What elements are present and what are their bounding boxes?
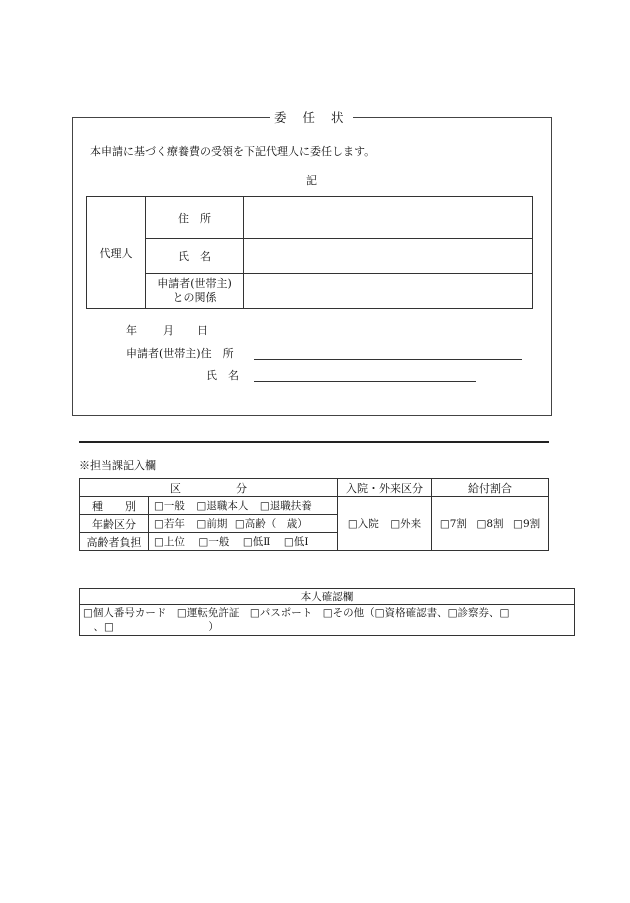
category-header: 区 分 (170, 481, 247, 495)
agent-label-cell (87, 197, 146, 309)
benefit-options-cell (432, 497, 549, 551)
type-option-retired-dependent[interactable]: □退職扶養 (259, 500, 312, 512)
category-header-cell (80, 479, 338, 497)
age-option-early[interactable]: □前期 (196, 518, 228, 530)
section-divider (79, 441, 549, 443)
identity-options-cell[interactable] (80, 605, 575, 636)
benefit-option-80[interactable]: □8割 (476, 518, 504, 530)
inout-option-outpatient[interactable]: □外来 (390, 518, 422, 530)
proxy-statement: 本申請に基づく療養費の受領を下記代理人に委任します。 (90, 145, 376, 158)
age-option-elderly[interactable]: □高齢（ 歳） (234, 518, 308, 530)
elderly-burden-label-cell (80, 533, 149, 551)
ki-label: 記 (306, 174, 317, 187)
type-option-general[interactable]: □一般 (154, 500, 185, 512)
agent-label: 代理人 (99, 246, 133, 260)
identity-heading-cell (80, 589, 575, 605)
date-month-label: 月 (163, 324, 174, 337)
applicant-name-label: 氏 名 (206, 369, 239, 382)
address-input[interactable] (244, 197, 533, 239)
name-label: 氏 名 (178, 250, 211, 263)
applicant-address-label: 申請者(世帯主)住 所 (126, 347, 234, 360)
burden-option-upper[interactable]: □上位 (154, 536, 185, 548)
benefit-option-90[interactable]: □9割 (513, 518, 541, 530)
date-year-label: 年 (126, 324, 137, 337)
type-options-cell (149, 497, 338, 515)
agent-table (86, 196, 533, 309)
age-label-cell (80, 515, 149, 533)
applicant-address-line[interactable] (254, 359, 522, 360)
name-label-cell (146, 239, 244, 274)
identity-table (79, 588, 575, 636)
burden-option-low1[interactable]: □低Ⅰ (283, 536, 309, 548)
name-input[interactable] (244, 239, 533, 274)
inout-header-cell (338, 479, 432, 497)
age-options-cell (149, 515, 338, 533)
burden-option-low2[interactable]: □低Ⅱ (242, 536, 271, 548)
inout-header: 入院・外来区分 (346, 481, 423, 495)
burden-option-general[interactable]: □一般 (198, 536, 230, 548)
elderly-burden-options-cell (149, 533, 338, 551)
type-label: 種 別 (92, 499, 136, 513)
age-label: 年齢区分 (92, 517, 136, 531)
relation-input[interactable] (244, 274, 533, 309)
type-label-cell (80, 497, 149, 515)
staff-section-heading: ※担当課記入欄 (79, 459, 156, 472)
relation-label-line1: 申請者(世帯主) (157, 277, 232, 290)
benefit-header-cell (432, 479, 549, 497)
proxy-form-title: 委 任 状 (270, 108, 353, 126)
relation-label-line2: との関係 (172, 291, 217, 304)
inout-options-cell (338, 497, 432, 551)
relation-label-cell (146, 274, 244, 309)
date-day-label: 日 (197, 324, 208, 337)
age-option-young[interactable]: □若年 (154, 518, 185, 530)
identity-options-line1[interactable]: □個人番号カード □運転免許証 □パスポート □その他（□資格確認書、□診察券、□ (83, 607, 510, 619)
address-label-cell (146, 197, 244, 239)
staff-table (79, 478, 549, 551)
identity-options-line2[interactable]: 、□ ） (83, 621, 219, 633)
applicant-name-line[interactable] (254, 381, 476, 382)
benefit-option-70[interactable]: □7割 (439, 518, 467, 530)
identity-heading: 本人確認欄 (300, 591, 354, 603)
elderly-burden-label: 高齢者負担 (86, 535, 142, 549)
benefit-header: 給付割合 (468, 481, 512, 495)
inout-option-inpatient[interactable]: □入院 (347, 518, 379, 530)
address-label: 住 所 (178, 211, 211, 225)
type-option-retired-self[interactable]: □退職本人 (196, 500, 249, 512)
